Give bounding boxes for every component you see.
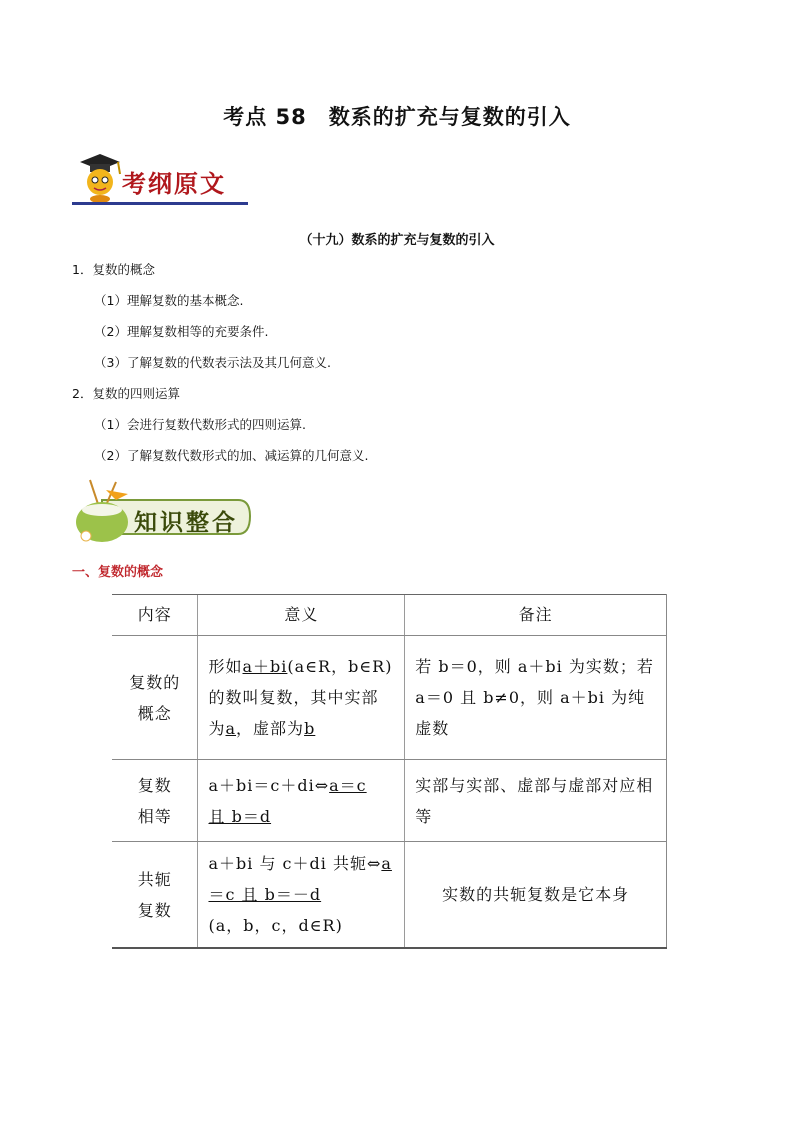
banner-underline bbox=[72, 202, 248, 205]
coconut-icon bbox=[72, 478, 132, 544]
row-label bbox=[112, 842, 198, 949]
meaning-blank: a＝c bbox=[329, 775, 367, 795]
section-heading: 一、复数的概念 bbox=[72, 565, 164, 580]
row-label-text: 复数的概念 bbox=[129, 672, 181, 723]
knowledge-banner bbox=[72, 478, 254, 544]
meaning-blank: a bbox=[225, 719, 237, 738]
header-cell: 备注 bbox=[405, 595, 667, 636]
table-row bbox=[112, 636, 667, 760]
syllabus-heading: （十九）数系的扩充与复数的引入 bbox=[299, 233, 495, 248]
table-row bbox=[112, 842, 667, 949]
meaning-text: a＋bi 与 c＋di 共轭⇔ bbox=[208, 854, 382, 873]
syllabus-line: （2）了解复数代数形式的加、减运算的几何意义. bbox=[94, 448, 369, 463]
table-header-row bbox=[112, 595, 667, 636]
meaning-text: (a，b，c，d∈R) bbox=[208, 916, 343, 935]
syllabus-line: （1）理解复数的基本概念. bbox=[94, 293, 244, 308]
meaning-text: a＋bi＝c＋di⇔ bbox=[208, 775, 330, 795]
meaning-cell bbox=[198, 842, 405, 949]
header-cell: 意义 bbox=[198, 595, 405, 636]
banner-title-knowledge: 知识整合 bbox=[134, 510, 238, 536]
header-cell: 内容 bbox=[112, 595, 198, 636]
syllabus-line: （1）会进行复数代数形式的四则运算. bbox=[94, 417, 306, 432]
syllabus-line: 1．复数的概念 bbox=[72, 262, 155, 277]
meaning-text: (a∈R，b∈R)的数叫复数，其中实部为 bbox=[208, 657, 393, 738]
row-label-text: 共轭复数 bbox=[137, 869, 172, 920]
meaning-text: ，虚部为 bbox=[236, 719, 305, 738]
row-label bbox=[112, 636, 198, 760]
meaning-cell bbox=[198, 636, 405, 760]
note-cell: 实部与实部、虚部与虚部对应相等 bbox=[405, 760, 667, 842]
meaning-blank: b bbox=[304, 719, 316, 738]
note-cell: 实数的共轭复数是它本身 bbox=[405, 842, 667, 949]
page-title: 考点 58 数系的扩充与复数的引入 bbox=[223, 105, 571, 129]
syllabus-banner bbox=[72, 150, 252, 206]
banner-title-syllabus: 考纲原文 bbox=[122, 169, 226, 198]
table-row bbox=[112, 760, 667, 842]
syllabus-line: 2．复数的四则运算 bbox=[72, 386, 180, 401]
meaning-blank: a＝c 且 b＝－d bbox=[208, 854, 392, 904]
syllabus-line: （3）了解复数的代数表示法及其几何意义. bbox=[94, 355, 331, 370]
syllabus-line: （2）理解复数相等的充要条件. bbox=[94, 324, 269, 339]
complex-number-table bbox=[112, 594, 667, 949]
row-label-text: 复数相等 bbox=[137, 775, 172, 826]
meaning-text: 形如 bbox=[208, 657, 243, 676]
graduate-mascot-icon bbox=[72, 150, 128, 204]
row-label bbox=[112, 760, 198, 842]
meaning-cell bbox=[198, 760, 405, 842]
meaning-blank: a＋bi bbox=[242, 657, 288, 676]
meaning-blank: 且 b＝d bbox=[208, 806, 272, 826]
note-cell: 若 b＝0，则 a＋bi 为实数；若 a＝0 且 b≠0，则 a＋bi 为纯虚数 bbox=[405, 636, 667, 760]
